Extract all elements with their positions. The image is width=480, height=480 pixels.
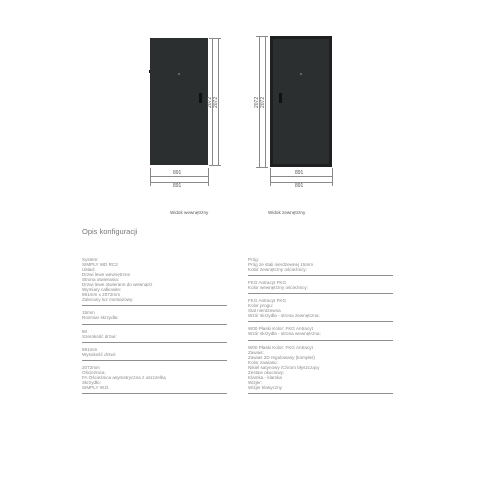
- config-line: 2072mm: [82, 364, 100, 370]
- config-line: Szerokość drzwi:: [82, 333, 117, 339]
- config-line: W00 Płaski Kolor: FKG Antracyt: [248, 326, 313, 332]
- door-outside-handle: [279, 93, 282, 103]
- config-line: Strona otwierania:: [82, 277, 120, 283]
- config-line: SIMPLY WD RC2: [82, 262, 118, 268]
- config-separator: [82, 393, 227, 394]
- caption-inside-view: Widok wewnętrzny: [170, 210, 209, 215]
- width-label-1: 891: [295, 170, 304, 176]
- config-separator: [82, 360, 227, 361]
- config-separator: [82, 324, 227, 325]
- config-line: Kolor zewnętrzny ościeżnicy:: [248, 267, 307, 273]
- config-line: FKG Antracyt FKG: [248, 280, 287, 286]
- config-line: 15mm: [82, 310, 95, 316]
- config-line: SIMPLY W.D.: [82, 384, 110, 390]
- config-line: Wymiary całkowite:: [82, 287, 122, 293]
- config-line: Ościeżnica:: [82, 369, 106, 375]
- config-line: Wzór skrzydła - strona wewnętrzna:: [248, 331, 321, 337]
- config-line: 891mm x 2072mm: [82, 292, 121, 298]
- config-line: 891mm: [82, 346, 98, 352]
- dim-tick: [332, 168, 333, 186]
- config-line: Wizjer klasyczny: [248, 384, 282, 390]
- dim-tick: [209, 38, 221, 39]
- config-line: Zawias:: [248, 349, 264, 355]
- width-dimension-line: [150, 176, 208, 177]
- door-inside-hinge: [149, 70, 150, 73]
- config-line: Zalecany luz montażowy:: [82, 297, 134, 303]
- height-label-2: 2072: [213, 96, 219, 108]
- door-inside-handle: [199, 93, 202, 103]
- caption-outside-view: Widok zewnętrzny: [268, 210, 306, 215]
- config-line: 80: [82, 328, 88, 334]
- config-line: Rozmiar skrzydła:: [82, 315, 119, 321]
- config-heading: Opis konfiguracji: [82, 227, 138, 236]
- config-line: Drzwi lewe otwierane do wewnątrz: [82, 282, 153, 288]
- config-line: Drzwi lewe wewnętrzne: [82, 272, 130, 278]
- config-line: Nikiel satynowy /Chrom błyszczący: [248, 364, 320, 370]
- config-line: Klamka - klamka: [248, 374, 282, 380]
- dim-tick: [270, 168, 271, 186]
- config-separator: [248, 293, 393, 294]
- config-line: Próg:: [248, 257, 259, 262]
- config-line: Wzór skrzydła - strona zewnętrzna:: [248, 313, 320, 319]
- height-label-2: 2072: [260, 96, 266, 108]
- config-line: Wysokość drzwi:: [82, 351, 117, 357]
- config-line: Skrzydło:: [82, 379, 101, 385]
- dim-tick: [208, 168, 209, 186]
- config-separator: [248, 275, 393, 276]
- config-separator: [248, 393, 393, 394]
- config-line: Wizjer:: [248, 379, 263, 385]
- dim-tick: [256, 167, 268, 168]
- config-line: Układ:: [82, 267, 96, 273]
- dim-tick: [150, 168, 151, 186]
- dim-tick: [209, 165, 221, 166]
- config-separator: [248, 340, 393, 341]
- config-line: System:: [82, 257, 99, 262]
- config-line: Stal nierdzewna: [248, 308, 281, 314]
- config-left-column: [82, 257, 227, 398]
- config-line: Zestaw okuciowy:: [248, 369, 285, 375]
- config-separator: [82, 305, 227, 306]
- config-separator: [248, 321, 393, 322]
- height-label-1: 2072: [207, 96, 213, 108]
- config-line: FKG Antracyt FKG: [248, 298, 287, 304]
- width-label-2: 891: [295, 183, 304, 189]
- dim-tick: [256, 36, 268, 37]
- config-line: Zawias 2D regulowany (komplet): [248, 354, 315, 360]
- width-label-1: 891: [173, 170, 182, 176]
- door-inside-peephole: [178, 73, 180, 75]
- config-line: Kolor wewnętrzny ościeżnicy:: [248, 285, 308, 291]
- width-label-2: 891: [173, 183, 182, 189]
- door-outside-peephole: [300, 73, 302, 75]
- config-line: Próg ze stali nierdzewnej 15mm: [248, 262, 314, 268]
- config-line: Kolor zawiasu:: [248, 359, 278, 365]
- config-right-column: [248, 257, 393, 398]
- config-line: FA Ościeżnica asymetryczna z uszczelką: [82, 374, 166, 380]
- height-label-1: 2072: [254, 96, 260, 108]
- config-separator: [82, 342, 227, 343]
- config-line: Kolor progu:: [248, 303, 274, 309]
- config-line: W00 Płaski Kolor: FKG Antracyt: [248, 344, 313, 350]
- width-dimension-line: [270, 176, 332, 177]
